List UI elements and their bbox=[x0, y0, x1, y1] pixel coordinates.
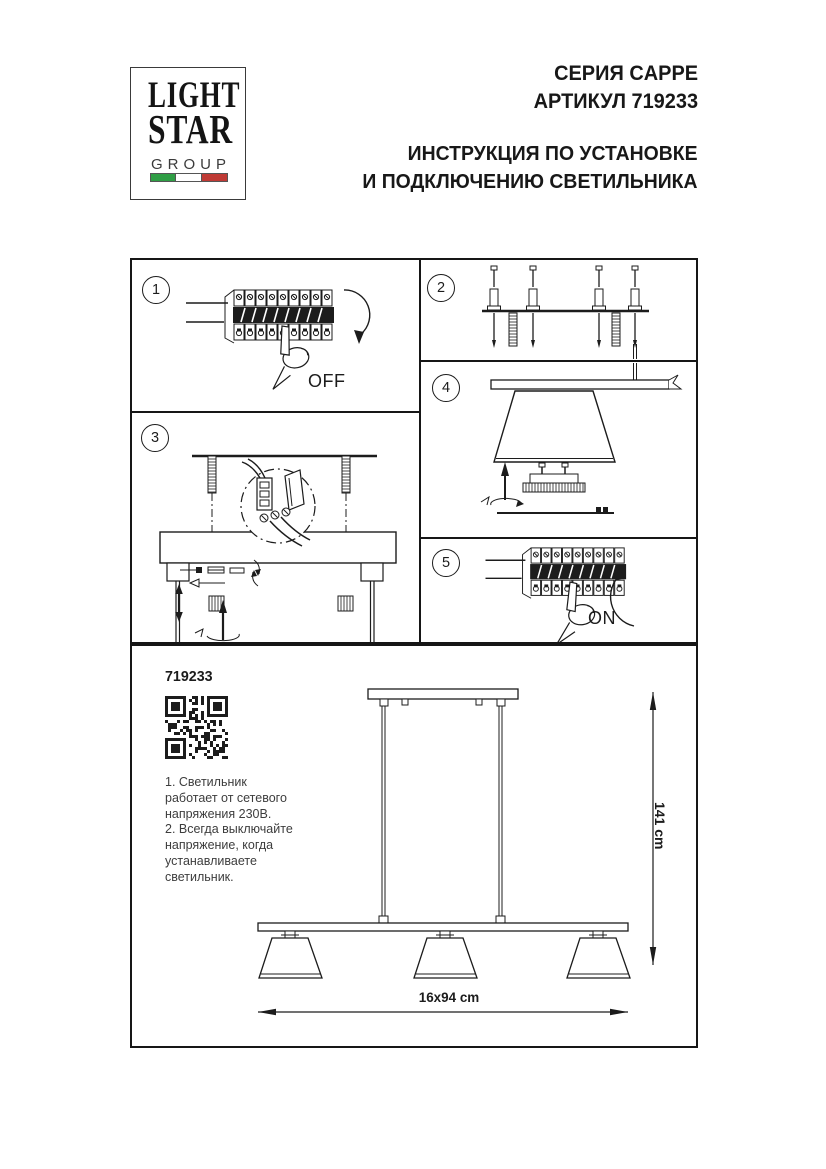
lamp-dimension-drawing bbox=[132, 646, 696, 1046]
article-title: АРТИКУЛ 719233 bbox=[533, 90, 698, 113]
step4-shade-mounting-illustration bbox=[422, 363, 696, 536]
step-2-badge: 2 bbox=[427, 274, 455, 302]
note-2: 2. Всегда выключайте напряжение, когда устанавливаете светильник. bbox=[165, 822, 293, 884]
grid-divider-right1 bbox=[419, 360, 696, 362]
step-3-badge: 3 bbox=[141, 424, 169, 452]
note-1: 1. Светильник работает от сетевого напряжения 230В. bbox=[165, 775, 287, 821]
product-article: 719233 bbox=[165, 668, 213, 685]
instruction-title-line1: ИНСТРУКЦИЯ ПО УСТАНОВКЕ bbox=[408, 143, 698, 165]
step-5-badge: 5 bbox=[432, 549, 460, 577]
step3-wiring-illustration bbox=[132, 414, 418, 642]
step-1-badge: 1 bbox=[142, 276, 170, 304]
step2-ceiling-anchors-illustration bbox=[422, 260, 696, 359]
width-dimension-label: 16x94 cm bbox=[418, 989, 480, 1005]
grid-divider-vertical bbox=[419, 258, 421, 642]
italian-flag-icon bbox=[150, 173, 228, 182]
height-dimension-label: 141 cm bbox=[652, 802, 668, 850]
step5-breaker-on-illustration bbox=[422, 540, 696, 642]
step-4-badge: 4 bbox=[432, 374, 460, 402]
lightstar-logo bbox=[130, 67, 246, 200]
off-label: OFF bbox=[308, 371, 346, 391]
step1-breaker-off-illustration bbox=[132, 260, 418, 410]
instruction-title-line2: И ПОДКЛЮЧЕНИЮ СВЕТИЛЬНИКА bbox=[362, 170, 698, 193]
series-title: СЕРИЯ CAPPE bbox=[554, 62, 698, 85]
grid-divider-right2 bbox=[419, 537, 696, 539]
header-product bbox=[534, 60, 698, 116]
grid-divider-left bbox=[130, 411, 420, 413]
logo-word-light: LIGHT bbox=[148, 75, 241, 116]
logo-word-group: GROUP bbox=[151, 156, 232, 173]
on-label: ON bbox=[588, 608, 616, 628]
logo-word-star: STAR bbox=[148, 106, 233, 152]
header-instruction-title bbox=[363, 141, 698, 196]
